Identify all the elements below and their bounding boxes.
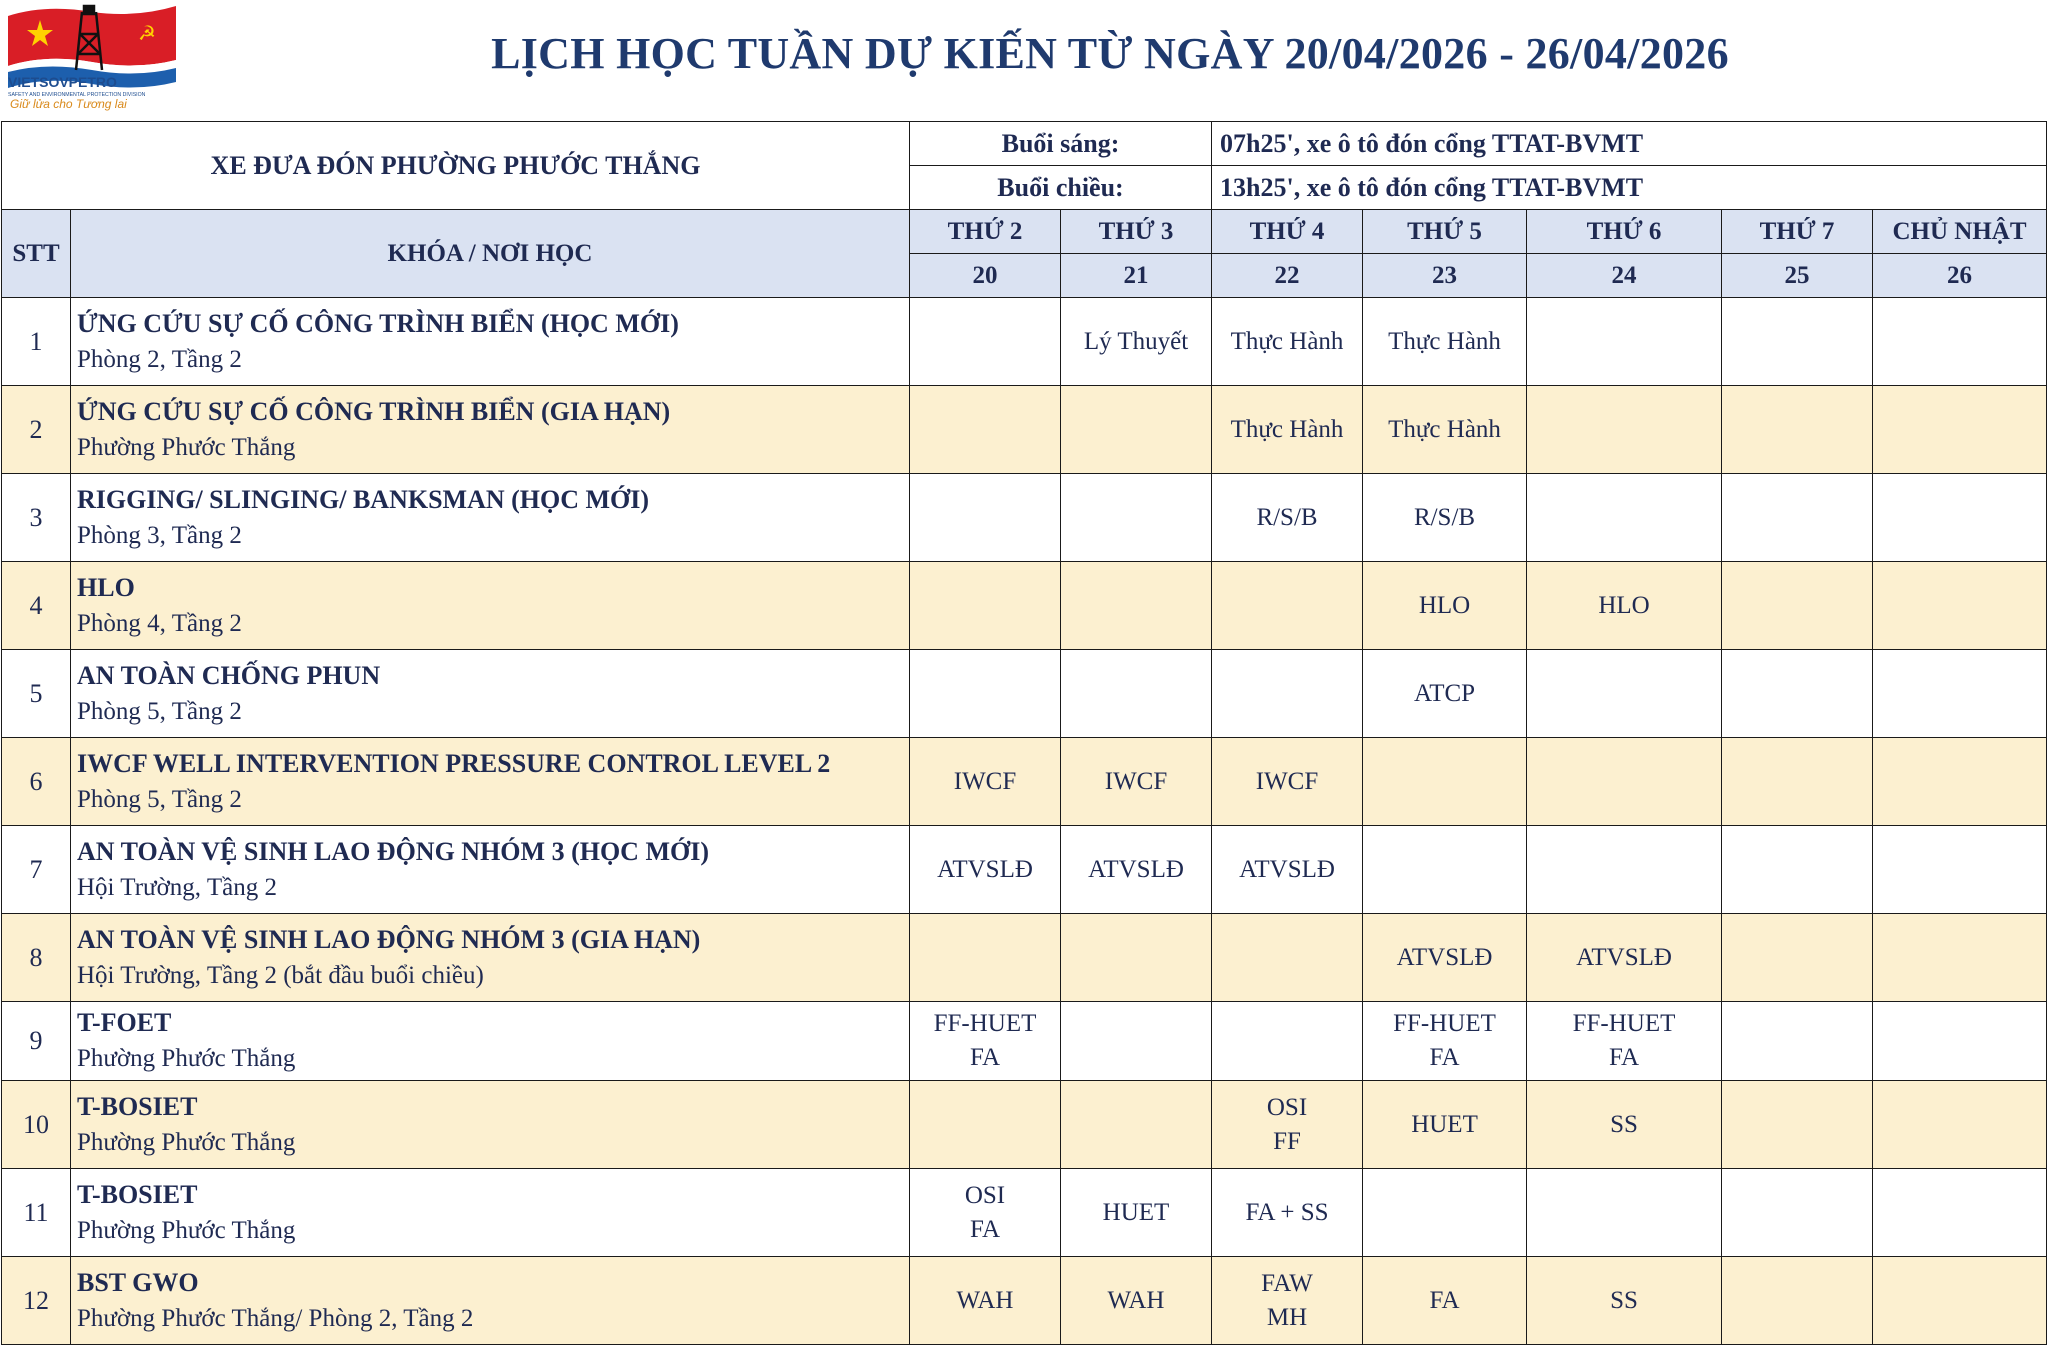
schedule-cell	[1212, 914, 1363, 1002]
schedule-cell	[1212, 562, 1363, 650]
day-date: 22	[1212, 254, 1363, 298]
schedule-cell	[1527, 826, 1722, 914]
schedule-cell	[1873, 914, 2047, 1002]
table-row	[2, 1169, 2047, 1257]
schedule-cell	[1212, 1002, 1363, 1081]
table-row	[2, 738, 2047, 826]
course-location: Phường Phước Thắng	[77, 1128, 296, 1156]
course-cell	[71, 386, 910, 474]
course-name: BST GWO	[77, 1267, 199, 1297]
morning-label: Buổi sáng:	[910, 122, 1212, 166]
schedule-cell: WAH	[1061, 1257, 1212, 1345]
course-location: Phường Phước Thắng	[77, 1216, 296, 1244]
schedule-cell	[1722, 386, 1873, 474]
schedule-cell	[1873, 1002, 2047, 1081]
course-name: T-BOSIET	[77, 1179, 198, 1209]
schedule-cell	[1527, 298, 1722, 386]
course-name: T-BOSIET	[77, 1091, 198, 1121]
schedule-cell	[1527, 738, 1722, 826]
day-name: THỨ 3	[1061, 210, 1212, 254]
logo-slogan: Giữ lửa cho Tương lai	[10, 97, 127, 111]
schedule-cell	[1527, 650, 1722, 738]
schedule-cell	[1722, 738, 1873, 826]
schedule-cell: R/S/B	[1363, 474, 1527, 562]
vietsovpetro-logo	[6, 4, 178, 112]
course-location: Phòng 2, Tầng 2	[77, 345, 242, 373]
day-date: 20	[910, 254, 1061, 298]
logo-brand: VIETSOVPETRO	[8, 74, 117, 90]
row-number: 5	[2, 650, 71, 738]
course-location: Phường Phước Thắng	[77, 1045, 296, 1072]
logo-division: SAFETY AND ENVIRONMENTAL PROTECTION DIVISION	[8, 92, 146, 98]
schedule-table	[1, 121, 2047, 1345]
schedule-cell: SS	[1527, 1257, 1722, 1345]
course-location: Phòng 3, Tầng 2	[77, 521, 242, 549]
course-cell	[71, 826, 910, 914]
schedule-cell: ATVSLĐ	[1061, 826, 1212, 914]
schedule-cell	[1061, 1002, 1212, 1081]
course-name: HLO	[77, 572, 135, 602]
row-number: 6	[2, 738, 71, 826]
schedule-cell: FF-HUET FA	[1363, 1002, 1527, 1081]
table-row	[2, 826, 2047, 914]
table-row	[2, 298, 2047, 386]
day-date: 24	[1527, 254, 1722, 298]
schedule-cell	[910, 1081, 1061, 1169]
schedule-cell: IWCF	[910, 738, 1061, 826]
schedule-cell	[1527, 474, 1722, 562]
schedule-cell	[1873, 826, 2047, 914]
schedule-cell	[1722, 562, 1873, 650]
schedule-cell	[1363, 1169, 1527, 1257]
course-location: Phường Phước Thắng	[77, 433, 296, 461]
svg-text:☭: ☭	[138, 21, 156, 45]
row-number: 8	[2, 914, 71, 1002]
schedule-cell: ATVSLĐ	[910, 826, 1061, 914]
course-location: Hội Trường, Tầng 2 (bắt đầu buổi chiều)	[77, 961, 484, 989]
row-number: 1	[2, 298, 71, 386]
schedule-cell	[910, 386, 1061, 474]
schedule-cell: FF-HUET FA	[910, 1002, 1061, 1081]
schedule-cell	[1722, 1257, 1873, 1345]
table-row	[2, 474, 2047, 562]
afternoon-label: Buổi chiều:	[910, 166, 1212, 210]
course-cell	[71, 562, 910, 650]
schedule-cell	[1061, 386, 1212, 474]
schedule-cell: OSI FF	[1212, 1081, 1363, 1169]
row-number: 3	[2, 474, 71, 562]
schedule-cell	[910, 474, 1061, 562]
day-name: THỨ 5	[1363, 210, 1527, 254]
schedule-cell: OSI FA	[910, 1169, 1061, 1257]
course-name: T-FOET	[77, 1008, 172, 1037]
schedule-cell	[910, 298, 1061, 386]
course-name: IWCF WELL INTERVENTION PRESSURE CONTROL LEVEL 2	[77, 748, 831, 778]
schedule-cell: Thực Hành	[1363, 386, 1527, 474]
table-row	[2, 1002, 2047, 1081]
schedule-cell	[1527, 386, 1722, 474]
schedule-cell: FA	[1363, 1257, 1527, 1345]
row-number: 12	[2, 1257, 71, 1345]
schedule-cell	[1722, 826, 1873, 914]
schedule-cell	[1061, 1081, 1212, 1169]
course-cell	[71, 1169, 910, 1257]
row-number: 2	[2, 386, 71, 474]
day-name: THỨ 4	[1212, 210, 1363, 254]
schedule-cell	[1722, 650, 1873, 738]
course-header: KHÓA / NƠI HỌC	[71, 210, 910, 298]
day-name: THỨ 7	[1722, 210, 1873, 254]
schedule-cell	[1061, 474, 1212, 562]
schedule-cell	[1873, 1257, 2047, 1345]
row-number: 9	[2, 1002, 71, 1081]
schedule-cell: ATVSLĐ	[1527, 914, 1722, 1002]
course-cell	[71, 650, 910, 738]
course-cell	[71, 914, 910, 1002]
course-cell	[71, 298, 910, 386]
schedule-cell	[1212, 650, 1363, 738]
course-cell	[71, 1002, 910, 1081]
stt-header: STT	[2, 210, 71, 298]
schedule-cell	[1722, 1169, 1873, 1257]
table-row	[2, 562, 2047, 650]
schedule-cell: Thực Hành	[1212, 298, 1363, 386]
day-date: 23	[1363, 254, 1527, 298]
row-number: 4	[2, 562, 71, 650]
row-number: 11	[2, 1169, 71, 1257]
course-cell	[71, 474, 910, 562]
day-date: 21	[1061, 254, 1212, 298]
row-number: 7	[2, 826, 71, 914]
schedule-cell	[1061, 914, 1212, 1002]
schedule-cell	[1873, 474, 2047, 562]
schedule-cell: Thực Hành	[1212, 386, 1363, 474]
schedule-cell: FAW MH	[1212, 1257, 1363, 1345]
course-cell	[71, 1081, 910, 1169]
schedule-cell	[1873, 386, 2047, 474]
course-name: AN TOÀN CHỐNG PHUN	[77, 660, 381, 690]
schedule-cell: WAH	[910, 1257, 1061, 1345]
course-location: Hội Trường, Tầng 2	[77, 873, 277, 901]
schedule-cell	[910, 650, 1061, 738]
schedule-cell: FA + SS	[1212, 1169, 1363, 1257]
table-row	[2, 650, 2047, 738]
table-row	[2, 1257, 2047, 1345]
schedule-cell: ATVSLĐ	[1212, 826, 1363, 914]
course-cell	[71, 1257, 910, 1345]
row-number: 10	[2, 1081, 71, 1169]
course-name: ỨNG CỨU SỰ CỐ CÔNG TRÌNH BIỂN (HỌC MỚI)	[77, 308, 679, 338]
schedule-cell: ATCP	[1363, 650, 1527, 738]
course-location: Phường Phước Thắng/ Phòng 2, Tầng 2	[77, 1304, 474, 1332]
course-location: Phòng 5, Tầng 2	[77, 697, 242, 725]
schedule-cell: R/S/B	[1212, 474, 1363, 562]
morning-value: 07h25', xe ô tô đón cổng TTAT-BVMT	[1212, 122, 2047, 166]
schedule-cell: HUET	[1061, 1169, 1212, 1257]
schedule-cell	[1722, 298, 1873, 386]
day-date: 25	[1722, 254, 1873, 298]
table-row	[2, 386, 2047, 474]
shuttle-label: XE ĐƯA ĐÓN PHƯỜNG PHƯỚC THẮNG	[2, 122, 910, 210]
day-name: CHỦ NHẬT	[1873, 210, 2047, 254]
course-name: ỨNG CỨU SỰ CỐ CÔNG TRÌNH BIỂN (GIA HẠN)	[77, 396, 671, 426]
schedule-cell	[1722, 914, 1873, 1002]
schedule-cell: IWCF	[1212, 738, 1363, 826]
schedule-cell: HLO	[1527, 562, 1722, 650]
day-date: 26	[1873, 254, 2047, 298]
page-title: LỊCH HỌC TUẦN DỰ KIẾN TỪ NGÀY 20/04/2026 - 26/04/2026	[491, 29, 1729, 78]
schedule-cell	[1363, 826, 1527, 914]
schedule-cell: HUET	[1363, 1081, 1527, 1169]
course-name: AN TOÀN VỆ SINH LAO ĐỘNG NHÓM 3 (HỌC MỚI)	[77, 836, 709, 866]
day-name: THỨ 6	[1527, 210, 1722, 254]
schedule-cell: HLO	[1363, 562, 1527, 650]
schedule-cell	[1873, 738, 2047, 826]
course-name: RIGGING/ SLINGING/ BANKSMAN (HỌC MỚI)	[77, 484, 650, 514]
schedule-cell	[1061, 650, 1212, 738]
schedule-cell	[1722, 1081, 1873, 1169]
schedule-cell	[1527, 1169, 1722, 1257]
schedule-cell: ATVSLĐ	[1363, 914, 1527, 1002]
schedule-cell: FF-HUET FA	[1527, 1002, 1722, 1081]
schedule-cell	[1873, 650, 2047, 738]
schedule-cell	[1363, 738, 1527, 826]
schedule-cell	[910, 914, 1061, 1002]
course-location: Phòng 5, Tầng 2	[77, 785, 242, 813]
schedule-cell	[1873, 1081, 2047, 1169]
course-name: AN TOÀN VỆ SINH LAO ĐỘNG NHÓM 3 (GIA HẠN)	[77, 924, 701, 954]
schedule-cell: SS	[1527, 1081, 1722, 1169]
schedule-cell	[1722, 474, 1873, 562]
schedule-cell: Lý Thuyết	[1061, 298, 1212, 386]
schedule-cell: Thực Hành	[1363, 298, 1527, 386]
schedule-cell	[1873, 562, 2047, 650]
table-row	[2, 914, 2047, 1002]
course-cell	[71, 738, 910, 826]
schedule-cell	[1873, 1169, 2047, 1257]
schedule-cell	[910, 562, 1061, 650]
day-name: THỨ 2	[910, 210, 1061, 254]
afternoon-value: 13h25', xe ô tô đón cổng TTAT-BVMT	[1212, 166, 2047, 210]
table-row	[2, 1081, 2047, 1169]
course-location: Phòng 4, Tầng 2	[77, 609, 242, 637]
schedule-cell	[1061, 562, 1212, 650]
schedule-cell	[1873, 298, 2047, 386]
schedule-cell	[1722, 1002, 1873, 1081]
schedule-cell: IWCF	[1061, 738, 1212, 826]
